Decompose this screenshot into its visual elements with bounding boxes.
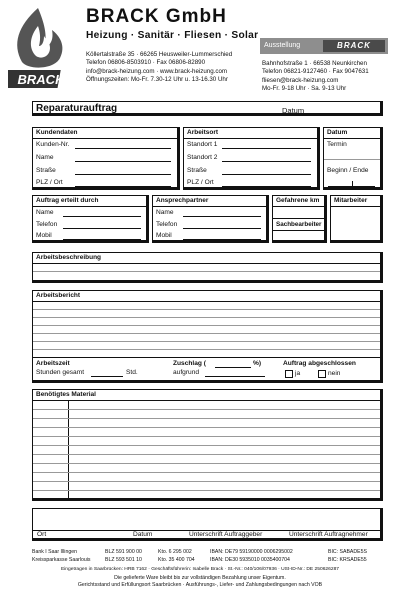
bank2-iban: IBAN: DE30 5935010 0035400704 (210, 557, 290, 563)
ansprech-box (152, 195, 269, 243)
divider (352, 181, 353, 186)
kunden-plz-field[interactable] (75, 186, 171, 187)
field-label: Kunden-Nr. (36, 141, 70, 148)
title-datum-field[interactable] (306, 113, 376, 114)
row-line (33, 463, 380, 464)
title-datum-label: Datum (282, 106, 305, 115)
nein-checkbox[interactable] (318, 370, 326, 378)
ja-label: ja (295, 370, 301, 377)
company-name: BRACK GmbH (86, 6, 227, 27)
standort2-field[interactable] (222, 161, 311, 162)
auftrag-header: Auftrag erteilt durch (33, 196, 146, 207)
arbeitsbericht-box (32, 290, 383, 383)
field-label: Telefon (156, 221, 178, 228)
arbeitsbeschreibung-header: Arbeitsbeschreibung (33, 253, 380, 264)
ausstellung-label: Ausstellung (264, 42, 301, 49)
bank1-iban: IBAN: DE79 59190000 0006295002 (210, 549, 293, 555)
row-line (33, 349, 380, 350)
title-line[interactable] (123, 113, 233, 114)
kundendaten-header: Kundendaten (33, 128, 177, 139)
ausstellung-logo: BRACK (323, 40, 385, 52)
row-line (33, 436, 380, 437)
aufgrund-label: aufgrund (173, 369, 200, 376)
divider (33, 357, 380, 358)
signature-box[interactable] (32, 508, 383, 541)
legal-line-1: Eingetragen in Saarbrücken: HRB 7162 · Geschäftsführerin: Isabelle Brack · St.-Nr.: 040/106/07936 · USt-ID-Nr.: DE 250626287 (60, 567, 340, 572)
zuschlag-pct-label: %) (253, 360, 262, 367)
arbeitsbericht-header: Arbeitsbericht (33, 291, 380, 302)
field-label: Mobil (156, 232, 172, 239)
company-tagline: Heizung · Sanitär · Fliesen · Solar (86, 30, 259, 41)
bank1-name: Bank I Saar Illingen (32, 549, 77, 555)
auftrag-mobil-field[interactable] (63, 239, 141, 240)
aufgrund-field[interactable] (205, 376, 265, 377)
kunden-name-field[interactable] (75, 161, 171, 162)
sig-auftragnehmer-label: Unterschrift Auftragnehmer (289, 531, 368, 538)
datum-box (323, 127, 383, 190)
kundendaten-box (32, 127, 180, 190)
field-label: Straße (36, 167, 56, 174)
row-line (33, 309, 380, 310)
form-title: Reparaturauftrag (36, 103, 118, 114)
company-logo (8, 6, 74, 90)
row-line (33, 333, 380, 334)
row-line (33, 445, 380, 446)
row-line (33, 472, 380, 473)
field-label: PLZ / Ort (36, 179, 63, 186)
zuschlag-pct-field[interactable] (215, 367, 251, 368)
arbeitsort-strasse-field[interactable] (222, 174, 311, 175)
zuschlag-header: Zuschlag ( (173, 360, 206, 367)
field-label: Name (36, 209, 54, 216)
field-label: Beginn / Ende (327, 167, 369, 174)
auftrag-box (32, 195, 149, 243)
divider (324, 159, 380, 160)
mitarbeiter-box (330, 195, 383, 243)
arbeitsort-box (183, 127, 320, 190)
bank2-blz: BLZ 593 501 10 (105, 557, 142, 563)
row-line (33, 454, 380, 455)
ansprech-header: Ansprechpartner (153, 196, 266, 207)
field-label: Straße (187, 167, 207, 174)
divider (273, 218, 324, 219)
bank2-kto: Kto. 35 400 704 (158, 557, 195, 563)
gefahren-header: Gefahrene km (273, 196, 324, 207)
beginn-ende-field[interactable] (328, 186, 375, 187)
legal-line-3: Gerichtsstand und Erfüllungsort Saarbrücken · Ausführungs-, Liefer- und Zahlungsbedingungen nach VOB (77, 582, 323, 588)
row-line (33, 409, 380, 410)
nein-label: nein (328, 370, 341, 377)
mitarbeiter-header: Mitarbeiter (331, 196, 380, 207)
arbeitszeit-header: Arbeitszeit (36, 360, 70, 367)
ja-checkbox[interactable] (285, 370, 293, 378)
kunden-nr-field[interactable] (75, 148, 171, 149)
field-label: Name (36, 154, 54, 161)
sig-auftraggeber-label: Unterschrift Auftraggeber (189, 531, 263, 538)
arbeitsort-plz-field[interactable] (222, 186, 311, 187)
arbeitsort-header: Arbeitsort (184, 128, 317, 139)
row-line (33, 325, 380, 326)
field-label: Name (156, 209, 174, 216)
field-label: Mobil (36, 232, 52, 239)
ausstellung-banner (260, 38, 388, 54)
sig-ort-label: Ort (37, 531, 47, 538)
gefahren-box (272, 195, 327, 243)
company-address: Köllertalstraße 35 · 66265 Heusweiler-Lummerschied Telefon 06806-8503910 · Fax 06806-82890 info@brack-heizung.com · www.brack-heizung.com Öffnungszeiten: Mo-Fr. 7.30-12 Uhr u. 13-16.30 Uhr (86, 51, 233, 83)
row-line (33, 418, 380, 419)
bank2-bic: BIC: KRSADE55 (328, 557, 367, 563)
sig-datum-label: Datum (133, 531, 153, 538)
logo-text: BRACK (17, 72, 65, 87)
ansprech-mobil-field[interactable] (183, 239, 261, 240)
material-header: Benötigtes Material (33, 390, 380, 401)
branch-address: Bahnhofstraße 1 · 66538 Neunkirchen Telefon 06821-9127460 · Fax 9047631 fliesen@brack-heizung.com Mo-Fr. 9-18 Uhr · Sa. 9-13 Uhr (262, 60, 369, 92)
row-line (33, 427, 380, 428)
auftrag-name-field[interactable] (63, 216, 141, 217)
bank1-blz: BLZ 591 900 00 (105, 549, 142, 555)
divider (273, 230, 324, 231)
standort1-field[interactable] (222, 148, 311, 149)
auftrag-telefon-field[interactable] (63, 228, 141, 229)
bank1-bic: BIC: SABADE5S (328, 549, 367, 555)
std-label: Std. (126, 369, 138, 376)
stunden-label: Stunden gesamt (36, 369, 85, 376)
legal-line-2: Die gelieferte Ware bleibt bis zur vollständigen Bezahlung unser Eigentum. (114, 575, 286, 581)
row-line (33, 271, 380, 272)
arbeitsbeschreibung-box[interactable] (32, 252, 383, 283)
row-line (33, 481, 380, 482)
ansprech-name-field[interactable] (183, 216, 261, 217)
row-line (33, 341, 380, 342)
field-label: PLZ / Ort (187, 179, 214, 186)
field-label: Standort 1 (187, 141, 218, 148)
row-line (33, 490, 380, 491)
kunden-strasse-field[interactable] (75, 174, 171, 175)
field-label: Termin (327, 141, 347, 148)
sachbearbeiter-header: Sachbearbeiter (276, 221, 322, 228)
datum-header: Datum (324, 128, 380, 139)
abgeschlossen-header: Auftrag abgeschlossen (283, 360, 356, 367)
bank1-kto: Kto. 6 295 002 (158, 549, 192, 555)
field-label: Telefon (36, 221, 58, 228)
column-divider (68, 400, 69, 498)
row-line (33, 317, 380, 318)
bank2-name: Kreissparkasse Saarlouis (32, 557, 91, 563)
ansprech-telefon-field[interactable] (183, 228, 261, 229)
stunden-field[interactable] (91, 376, 123, 377)
material-box (32, 389, 383, 501)
field-label: Standort 2 (187, 154, 218, 161)
